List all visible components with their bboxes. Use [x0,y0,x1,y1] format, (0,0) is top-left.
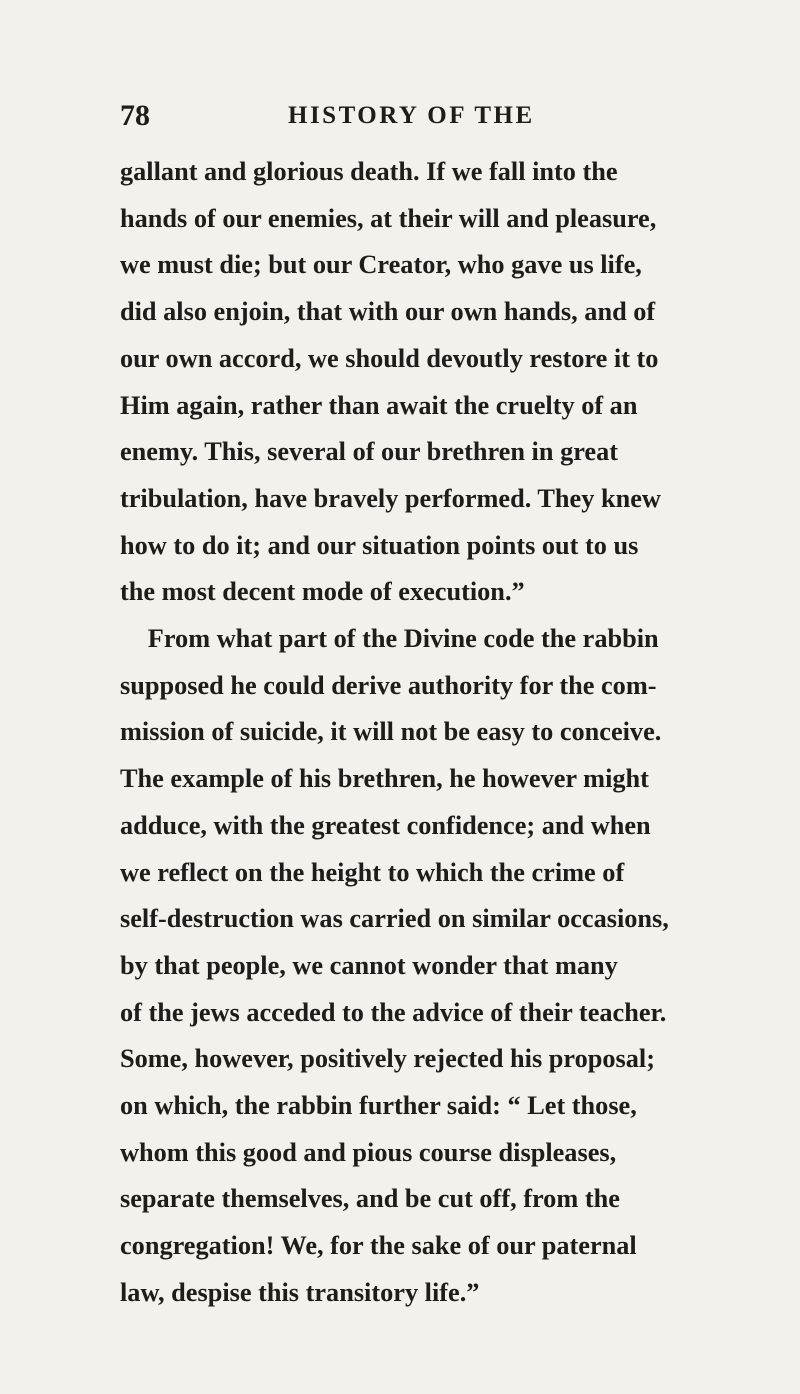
text-line: gallant and glorious death. If we fall into the [120,156,618,186]
text-line: we reflect on the height to which the crime of [120,856,625,887]
running-title: HISTORY OF THE [288,102,535,129]
text-line: enemy. This, several of our brethren in great [120,436,619,467]
body-text [120,148,790,1316]
text-line: law, despise this transitory life.” [120,1276,480,1307]
text-line: hands of our enemies, at their will and pleasure, [120,202,657,233]
running-head [0,96,800,136]
text-line: adduce, with the greatest confidence; and when [120,809,651,840]
text-line: Him again, rather than await the cruelty of an [120,389,638,420]
text-line: tribulation, have bravely performed. They knew [120,482,661,513]
text-line: mission of suicide, it will not be easy to conceive. [120,716,662,747]
text-line: The example of his brethren, he however might [120,763,649,794]
text-line: self-destruction was carried on similar occasions, [120,903,669,934]
text-line: supposed he could derive authority for the com- [120,669,657,700]
paragraph-start-line: From what part of the Divine code the rabbin [147,623,659,654]
page-number: 78 [120,99,150,132]
text-line: Some, however, positively rejected his proposal; [120,1043,656,1074]
text-line: how to do it; and our situation points out to us [120,529,639,560]
text-line: we must die; but our Creator, who gave us life, [120,249,642,280]
text-line: the most decent mode of execution.” [120,576,525,607]
text-line: by that people, we cannot wonder that many [120,949,618,980]
text-line: separate themselves, and be cut off, from the [120,1183,620,1214]
text-line: congregation! We, for the sake of our paternal [120,1230,637,1261]
text-line: our own accord, we should devoutly restore it to [120,342,659,373]
text-line: on which, the rabbin further said: “ Let those, [120,1090,637,1121]
text-line: of the jews acceded to the advice of their teacher. [120,996,667,1027]
text-line: whom this good and pious course displeases, [120,1136,617,1167]
text-line: did also enjoin, that with our own hands, and of [120,296,656,327]
